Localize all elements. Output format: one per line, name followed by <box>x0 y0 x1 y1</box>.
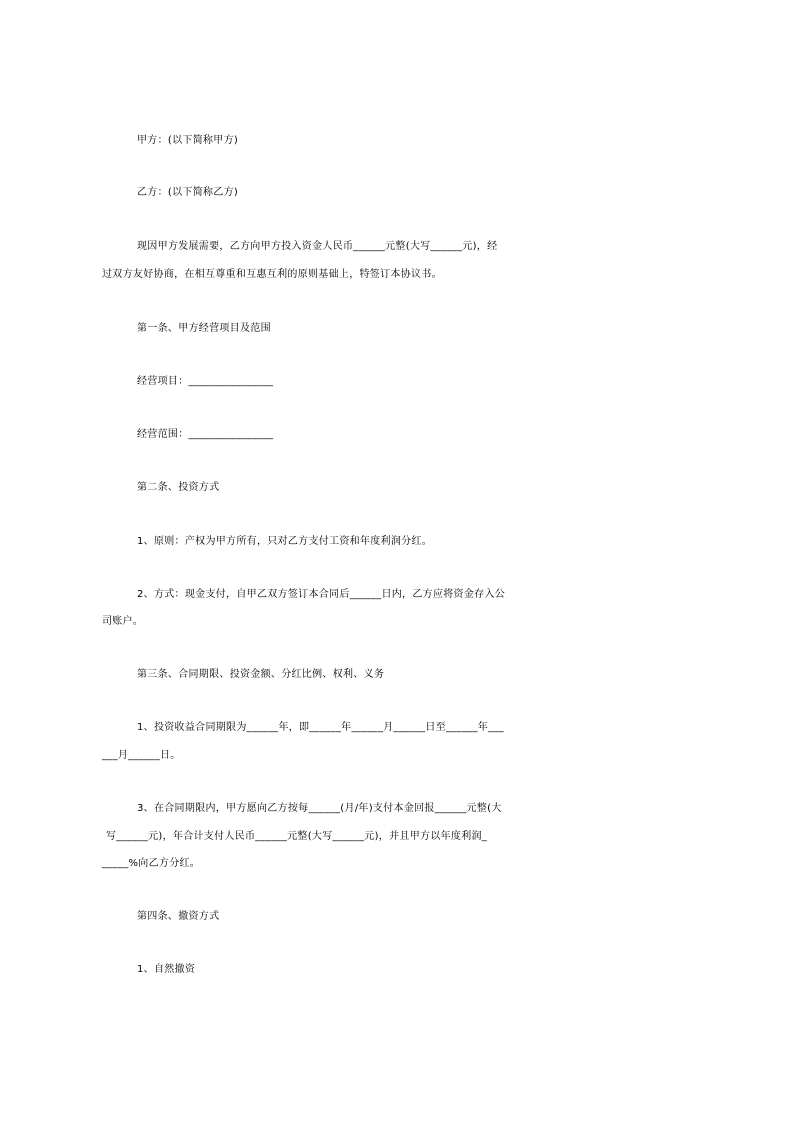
business-item-field: 经营项目：________________ <box>137 376 274 387</box>
party-a-line: 甲方：(以下简称甲方) <box>137 135 239 146</box>
article-4-clause-1: 1、自然撤资 <box>137 964 196 975</box>
article-2-clause-2-line-2: 司账户。 <box>102 616 144 627</box>
article-3-clause-3-line-2: 写______元)，年合计支付人民币______元整(大写______元)，并且甲方以年度利润_ <box>106 831 488 842</box>
article-2-clause-1: 1、原则：产权为甲方所有，只对乙方支付工资和年度利润分红。 <box>137 536 433 547</box>
article-3-clause-1-line-2: ___月______日。 <box>102 750 181 761</box>
party-b-line: 乙方：(以下简称乙方) <box>137 187 239 198</box>
preamble-line-2: 过双方友好协商，在相互尊重和互惠互利的原则基础上，特签订本协议书。 <box>102 269 442 280</box>
article-3-heading: 第三条、合同期限、投资金额、分红比例、权利、义务 <box>137 669 385 680</box>
article-4-heading: 第四条、撤资方式 <box>137 911 220 922</box>
article-2-heading: 第二条、投资方式 <box>137 482 220 493</box>
business-scope-field: 经营范围：________________ <box>137 429 274 440</box>
article-3-clause-3-line-1: 3、在合同期限内，甲方愿向乙方按每______(月/年)支付本金回报______元整(大 <box>137 803 502 814</box>
article-3-clause-3-line-3: _____%向乙方分红。 <box>102 858 201 869</box>
article-2-clause-2-line-1: 2、方式：现金支付，自甲乙双方签订本合同后______日内，乙方应将资金存入公 <box>137 589 506 600</box>
preamble-line-1: 现因甲方发展需要，乙方向甲方投入资金人民币______元整(大写______元)，经 <box>137 241 498 252</box>
article-1-heading: 第一条、甲方经营项目及范围 <box>137 323 271 334</box>
article-3-clause-1-line-1: 1、投资收益合同期限为______年，即______年______月______日至______年___ <box>137 722 504 733</box>
